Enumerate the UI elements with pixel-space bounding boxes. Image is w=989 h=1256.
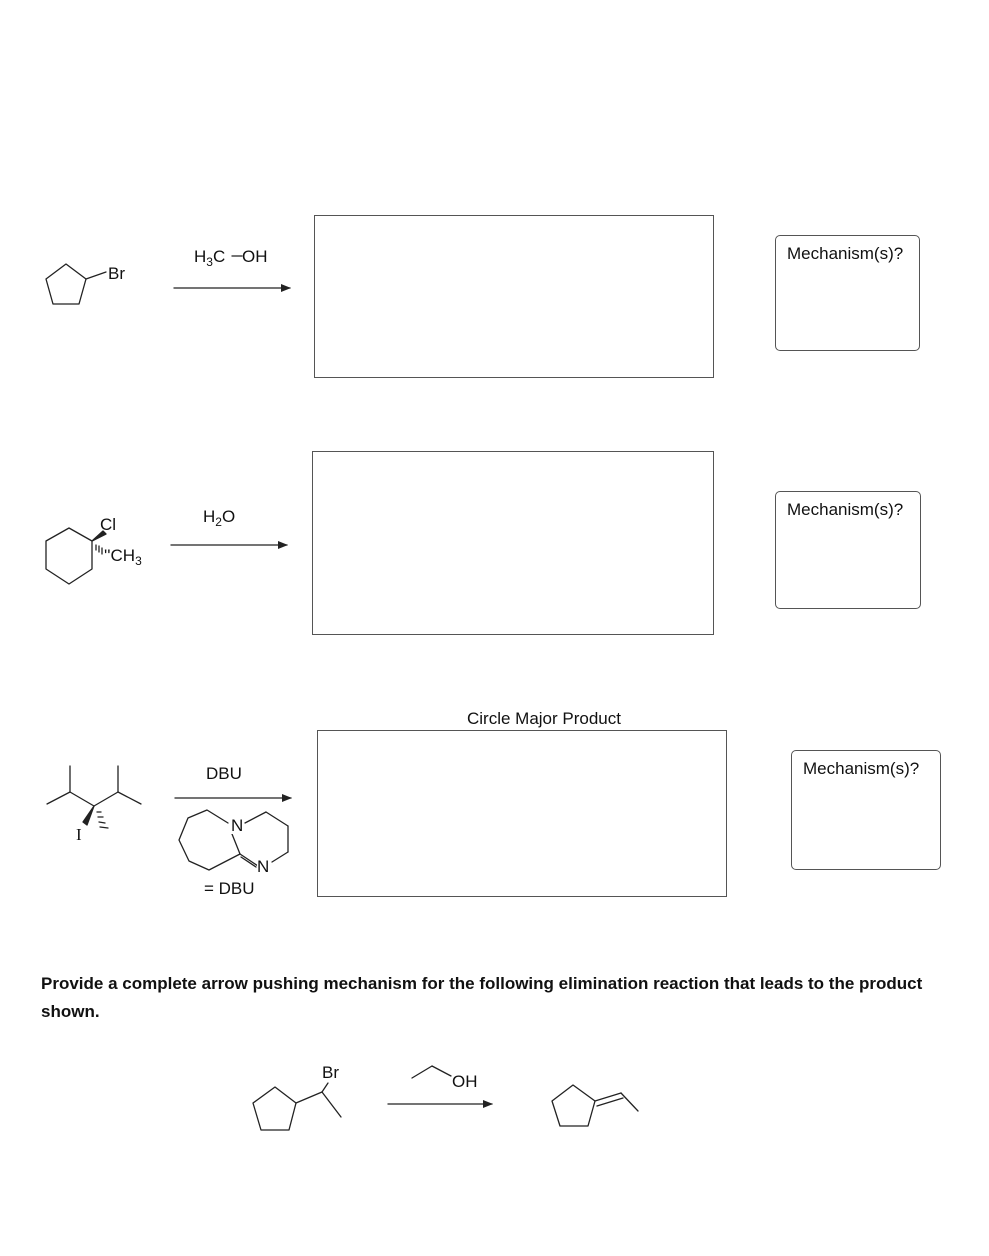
mechanism-label-3: Mechanism(s)? — [803, 759, 920, 778]
bromocyclopentane-structure — [46, 264, 106, 304]
reagent-1-label: $H_3C$ — [194, 247, 226, 269]
product-answer-box-1[interactable] — [314, 215, 714, 378]
substrate-2-methyl-label: ''$CH_3$ — [104, 546, 142, 568]
circle-major-product-caption: Circle Major Product — [467, 709, 621, 728]
mechanism-label-2: Mechanism(s)? — [787, 500, 904, 519]
reagent-3-label: DBU — [206, 764, 242, 783]
mechanism-box-3[interactable] — [791, 750, 941, 870]
dbu-equals-label: = DBU — [204, 879, 255, 898]
reagent-1-hydroxyl-label: OH — [242, 247, 268, 266]
question-bromine-label: Br — [322, 1063, 339, 1082]
product-answer-box-3[interactable] — [317, 730, 727, 897]
chloromethylcyclohexane-structure — [46, 528, 106, 584]
mechanism-box-1[interactable] — [775, 235, 920, 351]
substrate-1-bromine-label: Br — [108, 264, 125, 283]
question-product-structure — [552, 1085, 638, 1126]
substrate-2-chlorine-label: Cl — [100, 515, 117, 534]
substrate-3-iodine-label: I — [76, 825, 82, 844]
mechanism-label-1: Mechanism(s)? — [787, 244, 904, 263]
ethanol-structure — [412, 1066, 451, 1078]
reagent-2-label: $H_2O$ — [203, 507, 236, 529]
product-answer-box-2[interactable] — [312, 451, 714, 635]
question-hydroxyl-label: OH — [452, 1072, 478, 1091]
dbu-nitrogen-1-label: N — [231, 816, 244, 835]
dbu-nitrogen-2-label: N — [257, 857, 270, 876]
mechanism-box-2[interactable] — [775, 491, 921, 609]
question-substrate-structure — [253, 1083, 341, 1130]
alkyl-iodide-structure — [47, 766, 141, 828]
mechanism-question-text: Provide a complete arrow pushing mechanism for the following elimination reaction that leads to the product shown. — [41, 974, 923, 1021]
